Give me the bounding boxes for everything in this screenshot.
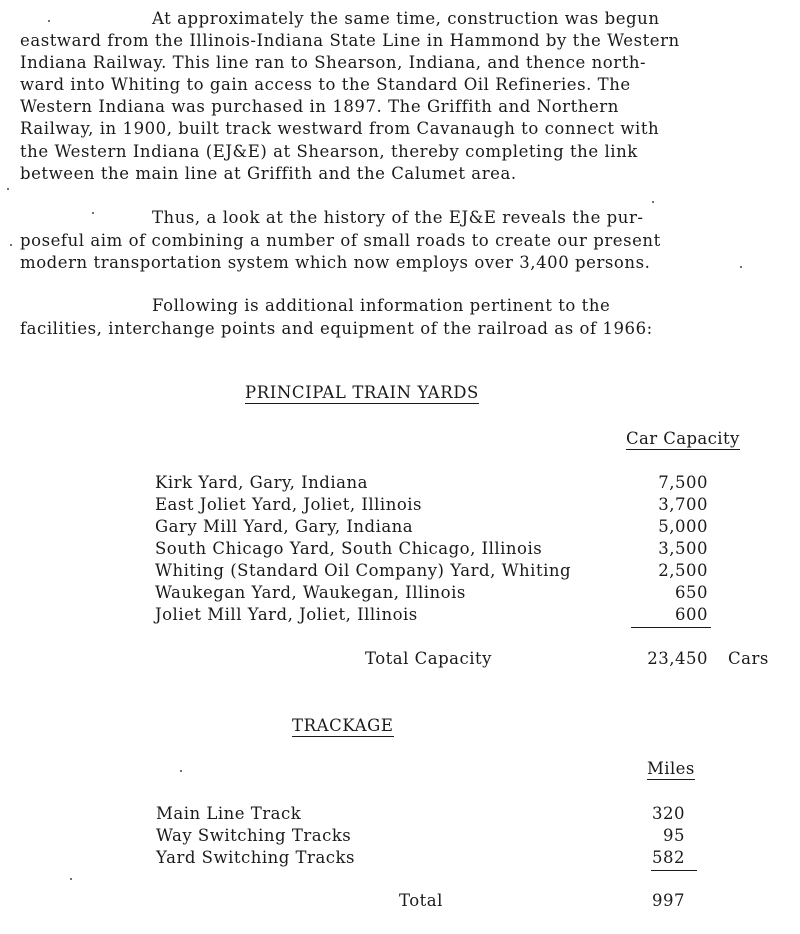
yard-name: East Joliet Yard, Joliet, Illinois [155,495,422,514]
paragraph-line: Thus, a look at the history of the EJ&E reveals the pur- [152,208,644,227]
track-miles: 582 [652,848,685,867]
scan-speck [70,878,72,880]
paragraph-line: modern transportation system which now employs over 3,400 persons. [20,253,651,272]
yard-capacity: 3,700 [658,495,708,514]
paragraph-line: At approximately the same time, construction was begun [152,9,660,28]
trackage-total-value: 997 [652,891,685,910]
yard-capacity: 650 [675,583,708,602]
yard-name: Gary Mill Yard, Gary, Indiana [155,517,414,536]
track-type: Main Line Track [156,804,302,823]
trackage-heading: TRACKAGE [292,716,394,735]
scan-speck [180,770,182,772]
yard-name: South Chicago Yard, South Chicago, Illinois [155,539,543,558]
scan-speck [7,188,9,190]
paragraph-line: the Western Indiana (EJ&E) at Shearson, thereby completing the link [20,142,638,161]
trackage-total-label: Total [399,891,443,910]
paragraph-line: eastward from the Illinois-Indiana State Line in Hammond by the Western [20,31,680,50]
track-type: Yard Switching Tracks [156,848,355,867]
sum-rule [631,627,711,628]
paragraph-line: poseful aim of combining a number of small roads to create our present [20,231,661,250]
car-capacity-column-header: Car Capacity [626,429,740,448]
paragraph-line: Railway, in 1900, built track westward from Cavanaugh to connect with [20,119,660,138]
yard-name: Joliet Mill Yard, Joliet, Illinois [155,605,418,624]
scan-speck [740,266,742,268]
track-miles: 320 [652,804,685,823]
train-yards-heading: PRINCIPAL TRAIN YARDS [245,383,479,402]
total-capacity-label: Total Capacity [365,649,492,668]
yard-name: Whiting (Standard Oil Company) Yard, Whiting [155,561,572,580]
yard-capacity: 5,000 [658,517,708,536]
paragraph-line: Western Indiana was purchased in 1897. The Griffith and Northern [20,97,619,116]
yard-name: Waukegan Yard, Waukegan, Illinois [155,583,466,602]
paragraph-line: Following is additional information pertinent to the [152,296,611,315]
scan-speck [48,20,50,22]
yard-capacity: 600 [675,605,708,624]
scan-speck [652,201,654,203]
sum-rule [651,870,697,871]
total-capacity-unit: Cars [728,649,769,668]
paragraph-line: facilities, interchange points and equipment of the railroad as of 1966: [20,319,653,338]
yard-capacity: 3,500 [658,539,708,558]
track-type: Way Switching Tracks [156,826,352,845]
yard-capacity: 2,500 [658,561,708,580]
paragraph-line: Indiana Railway. This line ran to Shearson, Indiana, and thence north- [20,53,647,72]
paragraph-line: between the main line at Griffith and the Calumet area. [20,164,517,183]
yard-name: Kirk Yard, Gary, Indiana [155,473,368,492]
scan-speck [10,244,12,246]
scan-speck [92,212,94,214]
yard-capacity: 7,500 [658,473,708,492]
total-capacity-value: 23,450 [647,649,708,668]
paragraph-line: ward into Whiting to gain access to the Standard Oil Refineries. The [20,75,631,94]
track-miles: 95 [663,826,685,845]
miles-column-header: Miles [647,759,695,778]
